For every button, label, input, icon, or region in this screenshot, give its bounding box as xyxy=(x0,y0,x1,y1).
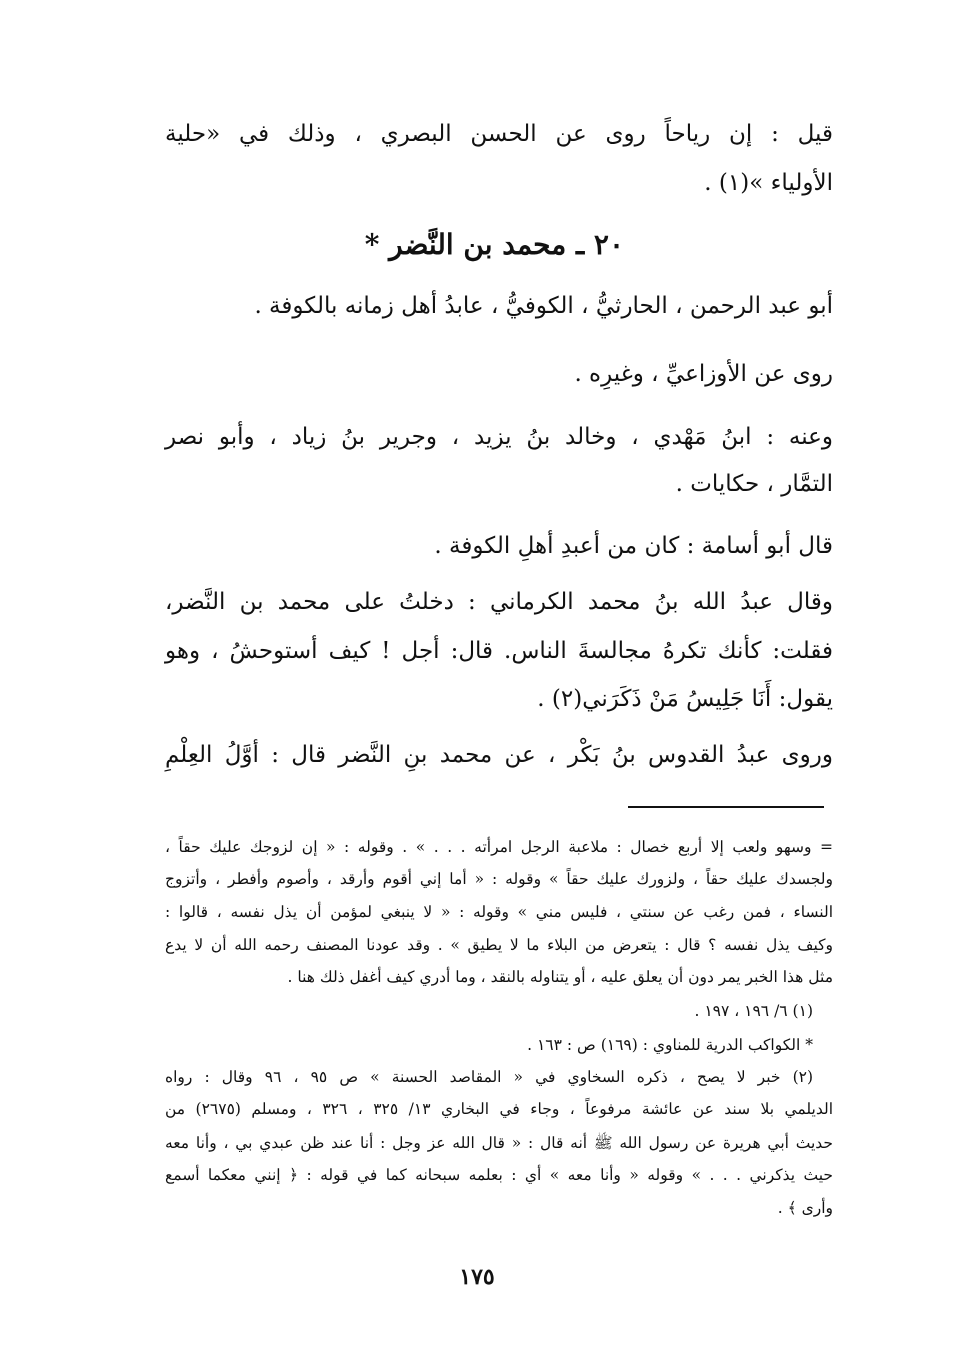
footnote-divider xyxy=(628,806,824,808)
footnote-continued-4: وكيف يذل نفسه ؟ قال : يتعرض من البلاء ما لا يطيق » . وقد عودنا المصنف رحمه الله أن لا يدع xyxy=(165,936,833,954)
paragraph-6: وروى عبدُ القدوس بنُ بَكْر ، عن محمد بنِ النَّضر قال : أوَّلُ العِلْمِ xyxy=(165,742,833,768)
footnote-continued-1: = وسهو ولعب إلا أربع خصال : ملاعبة الرجل امرأته . . . » . وقوله : « إن لزوجك عليك حقاً ، xyxy=(165,838,833,856)
footnote-2-line-5: وأرى ﴾ . xyxy=(777,1199,833,1217)
footnote-continued-2: ولجسدك عليك حقاً ، ولزورك عليك حقاً » وقوله : « أما إني أقوم وأرقد ، وأصوم وأفطر ، وأتزوج xyxy=(165,870,833,888)
paragraph-3-line-2: التمَّار ، حكايات . xyxy=(675,471,833,497)
paragraph-3-line-1: وعنه : ابنُ مَهْدي ، وخالد بنُ يزيد ، وجرير بنُ زياد ، وأبو نصر xyxy=(165,424,833,450)
paragraph-1: أبو عبد الرحمن ، الحارثيُّ ، الكوفيُّ ، عابدُ أهل زمانه بالكوفة . xyxy=(254,293,833,319)
paragraph-4: قال أبو أسامة : كان من أعبدِ أهلِ الكوفة . xyxy=(434,533,833,559)
footnote-2-line-2: الديلمي بلا سند عن عائشة مرفوعاً ، وجاء في البخاري ١٣/ ٣٢٥ ، ٣٢٦ ، ومسلم (٢٦٧٥) من xyxy=(165,1100,833,1118)
footnote-2-line-3: حديث أبي هريرة عن رسول الله ﷺ أنه قال : « قال الله عز وجل : أنا عند ظن عبدي بي ، وأنا معه xyxy=(165,1134,833,1152)
paragraph-5-line-2: فقلت: كأنك تكرهُ مجالسةَ الناس. قال: أجل ! كيف أستوحشُ ، وهو xyxy=(165,638,833,664)
intro-line-2: الأولياء »(١) . xyxy=(704,170,833,196)
footnote-continued-5: مثل هذا الخبر يمر دون أن يعلق عليه ، أو يتناوله بالنقد ، وما أدري كيف أغفل ذلك هنا . xyxy=(287,968,833,986)
footnote-2-line-1: (٢) خبر لا يصح ، ذكره السخاوي في « المقاصد الحسنة » ص ٩٥ ، ٩٦ وقال : رواه xyxy=(165,1068,814,1086)
entry-title: ٢٠ ـ محمد بن النَّضر * xyxy=(364,228,624,261)
intro-line-1: قيل : إن رياحاً روى عن الحسن البصري ، وذلك في «حلية xyxy=(165,121,833,147)
paragraph-5-line-1: وقال عبدُ الله بنُ محمد الكرماني : دخلتُ على محمد بن النَّضر، xyxy=(165,589,833,615)
paragraph-2: روى عن الأوزاعيِّ ، وغيرِه . xyxy=(574,361,833,387)
page-number: ١٧٥ xyxy=(459,1264,495,1290)
paragraph-5-line-3: يقول: أَنَا جَلِيسُ مَنْ ذَكَرَني(٢) . xyxy=(537,686,833,712)
footnote-1: (١) ٦/ ١٩٦ ، ١٩٧ . xyxy=(694,1002,813,1020)
footnote-continued-3: النساء ، فمن رغب عن سنتي ، فليس مني » وقوله : « لا ينبغي لمؤمن أن يذل نفسه ، قالوا : xyxy=(165,903,833,921)
footnote-2-line-4: حيث يذكرني . . . » وقوله « وأنا معه » أي : بعلمه سبحانه كما في قوله : ﴿ إنني معكما أسمع xyxy=(165,1166,833,1184)
footnote-star: * الكواكب الدرية للمناوي : (١٦٩) ص : ١٦٣ . xyxy=(527,1036,813,1054)
